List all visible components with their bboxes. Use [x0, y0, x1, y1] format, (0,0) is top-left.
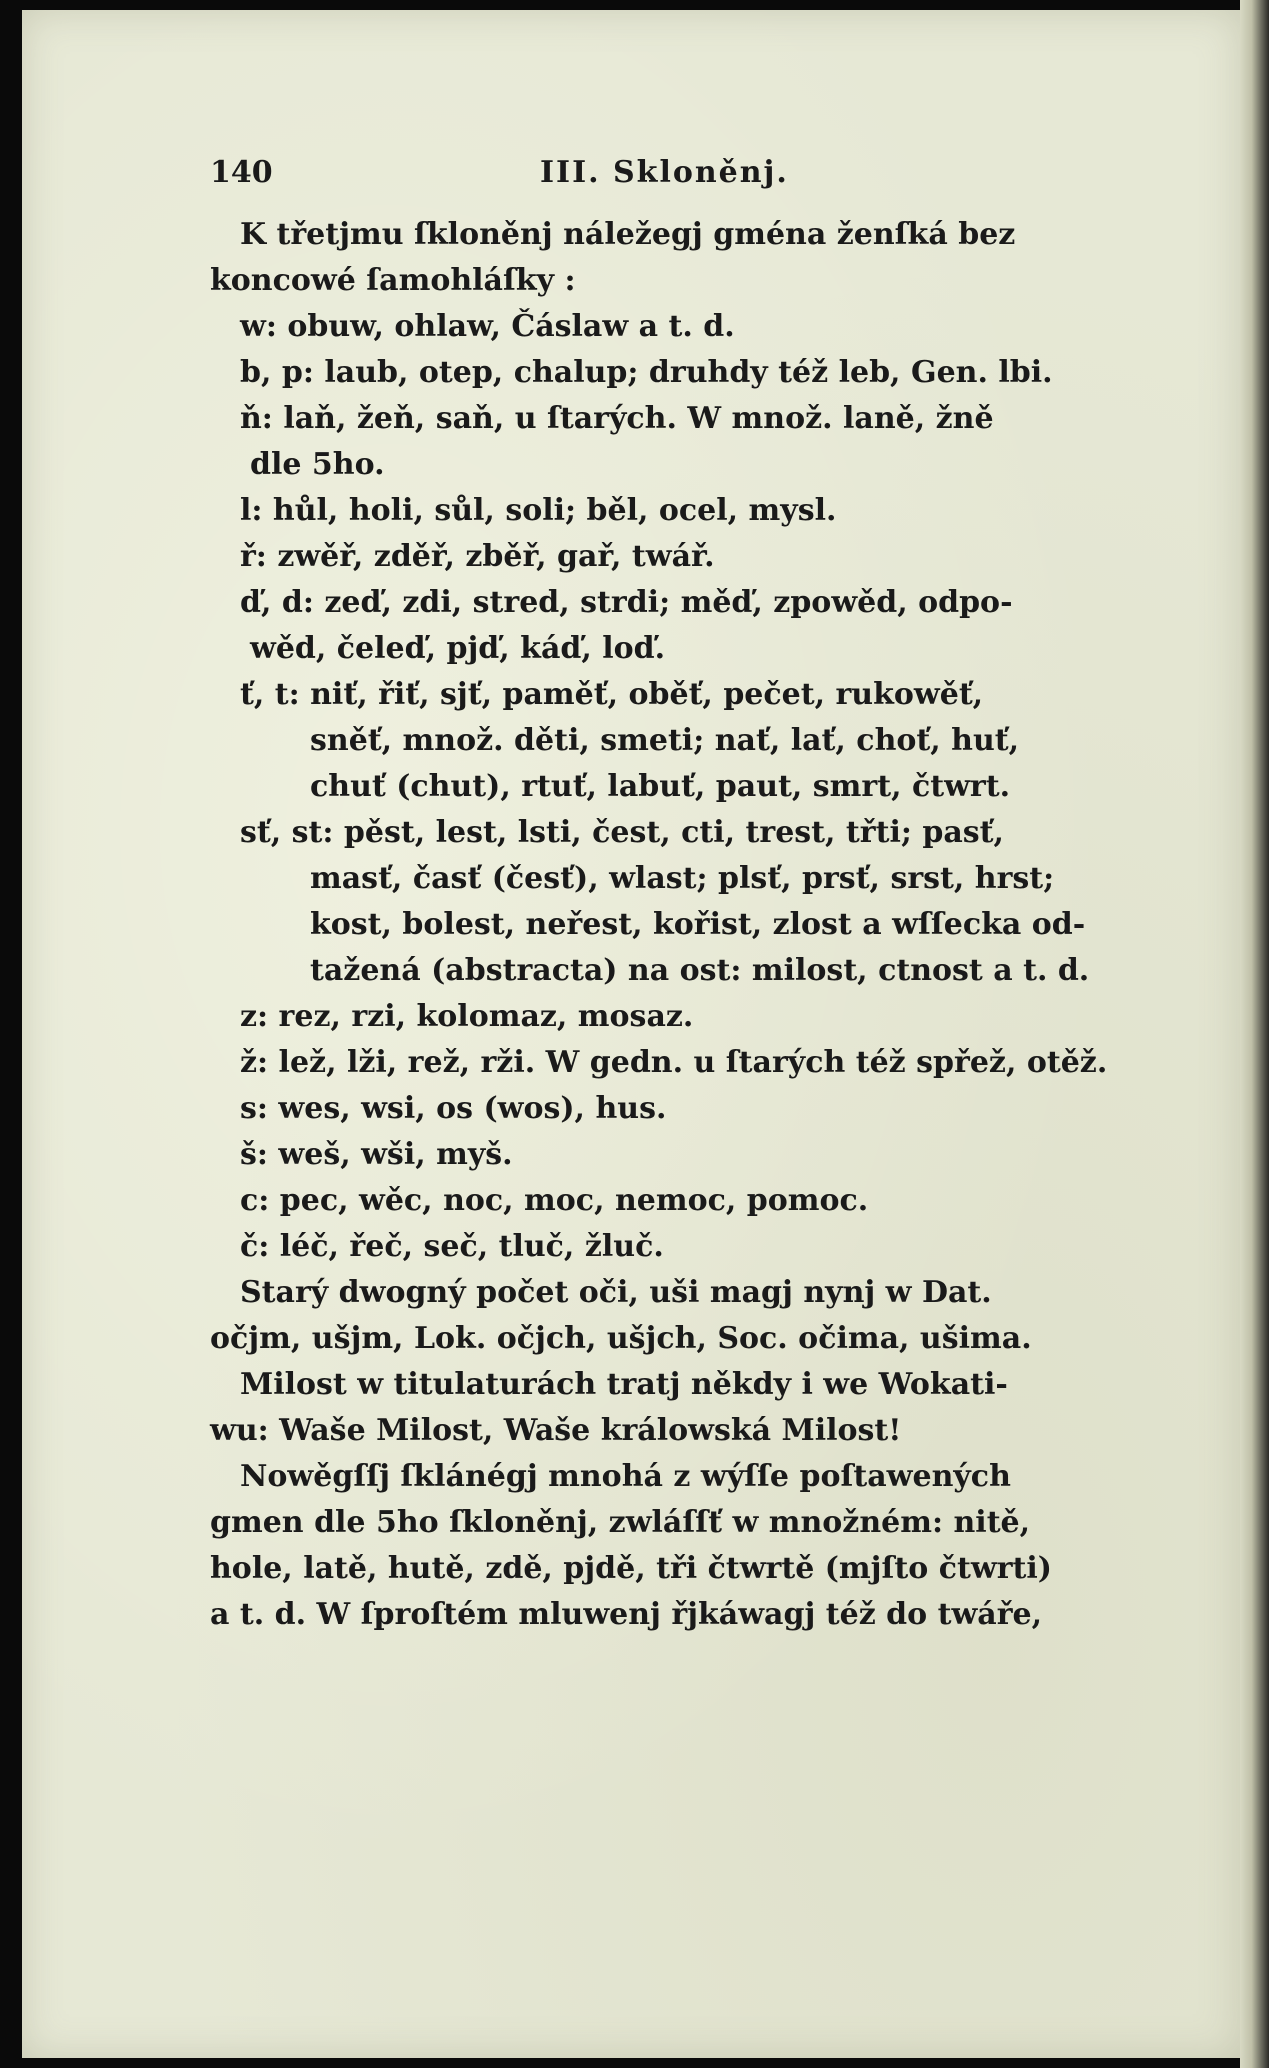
text-line: š: weš, wši, myš.	[240, 1137, 513, 1172]
text-line: ť, t: niť, řiť, sjť, paměť, oběť, pečet, rukowěť,	[240, 677, 984, 712]
text-line: a t. d. W ſproſtém mluwenj řjkáwagj též do twáře,	[210, 1597, 1043, 1632]
text-line: wěd, čeleď, pjď, káď, loď.	[250, 631, 666, 666]
text-line: tažená (abstracta) na ost: milost, ctnost a t. d.	[310, 953, 1090, 988]
text-line: č: léč, řeč, seč, tluč, žluč.	[240, 1229, 664, 1264]
text-line: c: pec, wěc, noc, moc, nemoc, pomoc.	[240, 1183, 869, 1218]
text-line: dle 5ho.	[250, 447, 385, 482]
page-number: 140	[210, 155, 273, 190]
text-line: sněť, množ. děti, smeti; nať, lať, choť, huť,	[310, 723, 1020, 758]
text-line: K třetjmu ſkloněnj náležegj gména ženſká bez	[240, 217, 1016, 252]
text-line: sť, st: pěst, lest, lsti, čest, cti, trest, třti; pasť,	[240, 815, 1004, 850]
text-line: s: wes, wsi, os (wos), hus.	[240, 1091, 667, 1126]
text-line: ř: zwěř, zděř, zběř, gař, twář.	[240, 539, 715, 574]
text-line: chuť (chut), rtuť, labuť, paut, smrt, čtwrt.	[310, 769, 1011, 804]
text-line: l: hůl, holi, sůl, soli; běl, ocel, mysl.	[240, 493, 837, 528]
text-line: z: rez, rzi, kolomaz, mosaz.	[240, 999, 694, 1034]
text-line: wu: Waše Milost, Waše králowská Milost!	[210, 1413, 902, 1448]
text-line: ď, d: zeď, zdi, stred, strdi; měď, zpowěd, odpo-	[240, 585, 1013, 620]
text-line: w: obuw, ohlaw, Čáslaw a t. d.	[240, 309, 735, 344]
text-line: hole, latě, hutě, zdě, pjdě, tři čtwrtě (mjſto čtwrti)	[210, 1551, 1052, 1586]
running-head: III. Skloněnj.	[540, 155, 789, 190]
text-line: ň: laň, žeň, saň, u ſtarých. W množ. laně, žně	[240, 401, 994, 436]
text-line: ž: lež, lži, rež, rži. W gedn. u ſtarých též spřež, otěž.	[240, 1045, 1108, 1080]
page-header	[210, 140, 1140, 212]
page-text	[210, 140, 1140, 1638]
text-line: koncowé ſamohláſky :	[210, 263, 576, 298]
text-line: kost, bolest, neřest, kořist, zlost a wſſecka od-	[310, 907, 1086, 942]
text-line: gmen dle 5ho ſkloněnj, zwláſſť w množném: nitě,	[210, 1505, 1031, 1540]
text-line: Starý dwogný počet oči, uši magj nynj w Dat.	[240, 1275, 992, 1310]
text-line: b, p: laub, otep, chalup; druhdy též leb, Gen. lbi.	[240, 355, 1053, 390]
book-spine	[1240, 0, 1269, 2068]
text-line: Nowěgſſj ſklánégj mnohá z wýſſe poſtawených	[240, 1459, 1011, 1494]
text-line: očjm, ušjm, Lok. očjch, ušjch, Soc. očima, ušima.	[210, 1321, 1032, 1356]
text-line: masť, časť (česť), wlast; plsť, prsť, srst, hrst;	[310, 861, 1055, 896]
text-line: Milost w titulaturách tratj někdy i we Wokati-	[240, 1367, 1008, 1402]
